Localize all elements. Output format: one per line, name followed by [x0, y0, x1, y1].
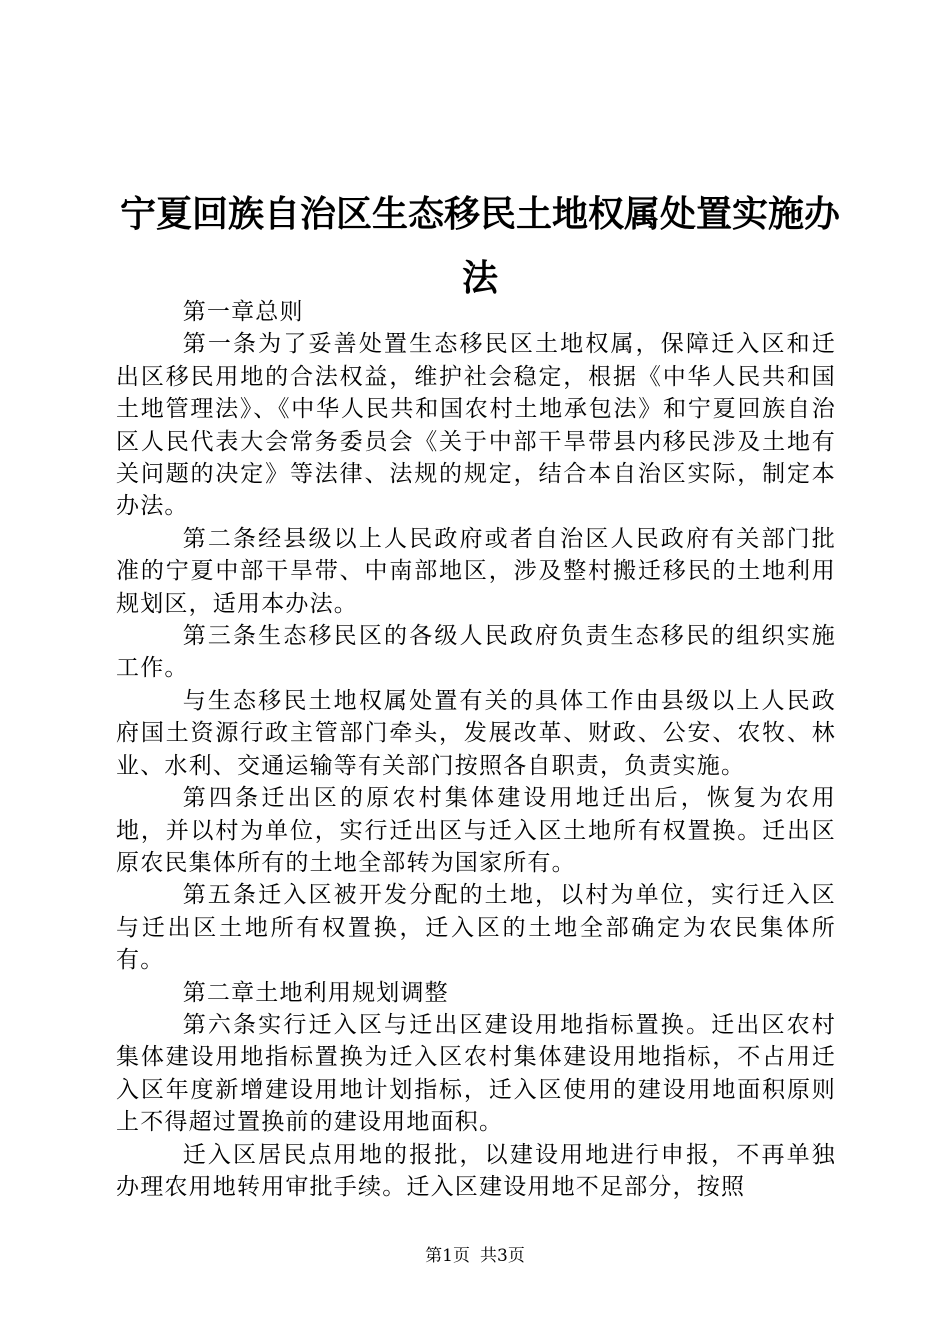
- article-2: 第二条经县级以上人民政府或者自治区人民政府有关部门批准的宁夏中部干旱带、中南部地区，涉及整村搬迁移民的土地利用规划区，适用本办法。: [116, 525, 836, 617]
- article-3-paragraph-2: 与生态移民土地权属处置有关的具体工作由县级以上人民政府国土资源行政主管部门牵头，发展改革、财政、公安、农牧、林业、水利、交通运输等有关部门按照各自职责，负责实施。: [116, 687, 836, 779]
- article-3: 第三条生态移民区的各级人民政府负责生态移民的组织实施工作。: [116, 623, 836, 682]
- article-4: 第四条迁出区的原农村集体建设用地迁出后，恢复为农用地，并以村为单位，实行迁出区与迁入区土地所有权置换。迁出区原农民集体所有的土地全部转为国家所有。: [116, 785, 836, 876]
- chapter-heading-1: 第一章总则: [182, 299, 304, 325]
- document-title: 宁夏回族自治区生态移民土地权属处置实施办法: [120, 193, 841, 299]
- chapter-heading-2: 第二章土地利用规划调整: [182, 979, 449, 1006]
- article-5: 第五条迁入区被开发分配的土地，以村为单位，实行迁入区与迁出区土地所有权置换，迁入区的土地全部确定为农民集体所有。: [116, 882, 836, 974]
- article-1: 第一条为了妥善处置生态移民区土地权属，保障迁入区和迁出区移民用地的合法权益，维护社会稳定，根据《中华人民共和国土地管理法》、《中华人民共和国农村土地承包法》和宁夏回族自治区人民代表大会常务委员会《关于中部干旱带县内移民涉及土地有关问题的决定》等法律、法规的规定，结合本自治区实际，制定本办法。: [116, 331, 836, 520]
- article-6: 第六条实行迁入区与迁出区建设用地指标置换。迁出区农村集体建设用地指标置换为迁入区农村集体建设用地指标，不占用迁入区年度新增建设用地计划指标，迁入区使用的建设用地面积原则上不得超过置换前的建设用地面积。: [116, 1011, 836, 1136]
- document-body: [116, 296, 836, 1203]
- article-6-paragraph-2: 迁入区居民点用地的报批，以建设用地进行申报，不再单独办理农用地转用审批手续。迁入区建设用地不足部分，按照: [116, 1141, 836, 1200]
- page-total: 共3页: [480, 1246, 525, 1266]
- page-number: 第1页: [425, 1246, 470, 1266]
- page-footer: [0, 1244, 950, 1268]
